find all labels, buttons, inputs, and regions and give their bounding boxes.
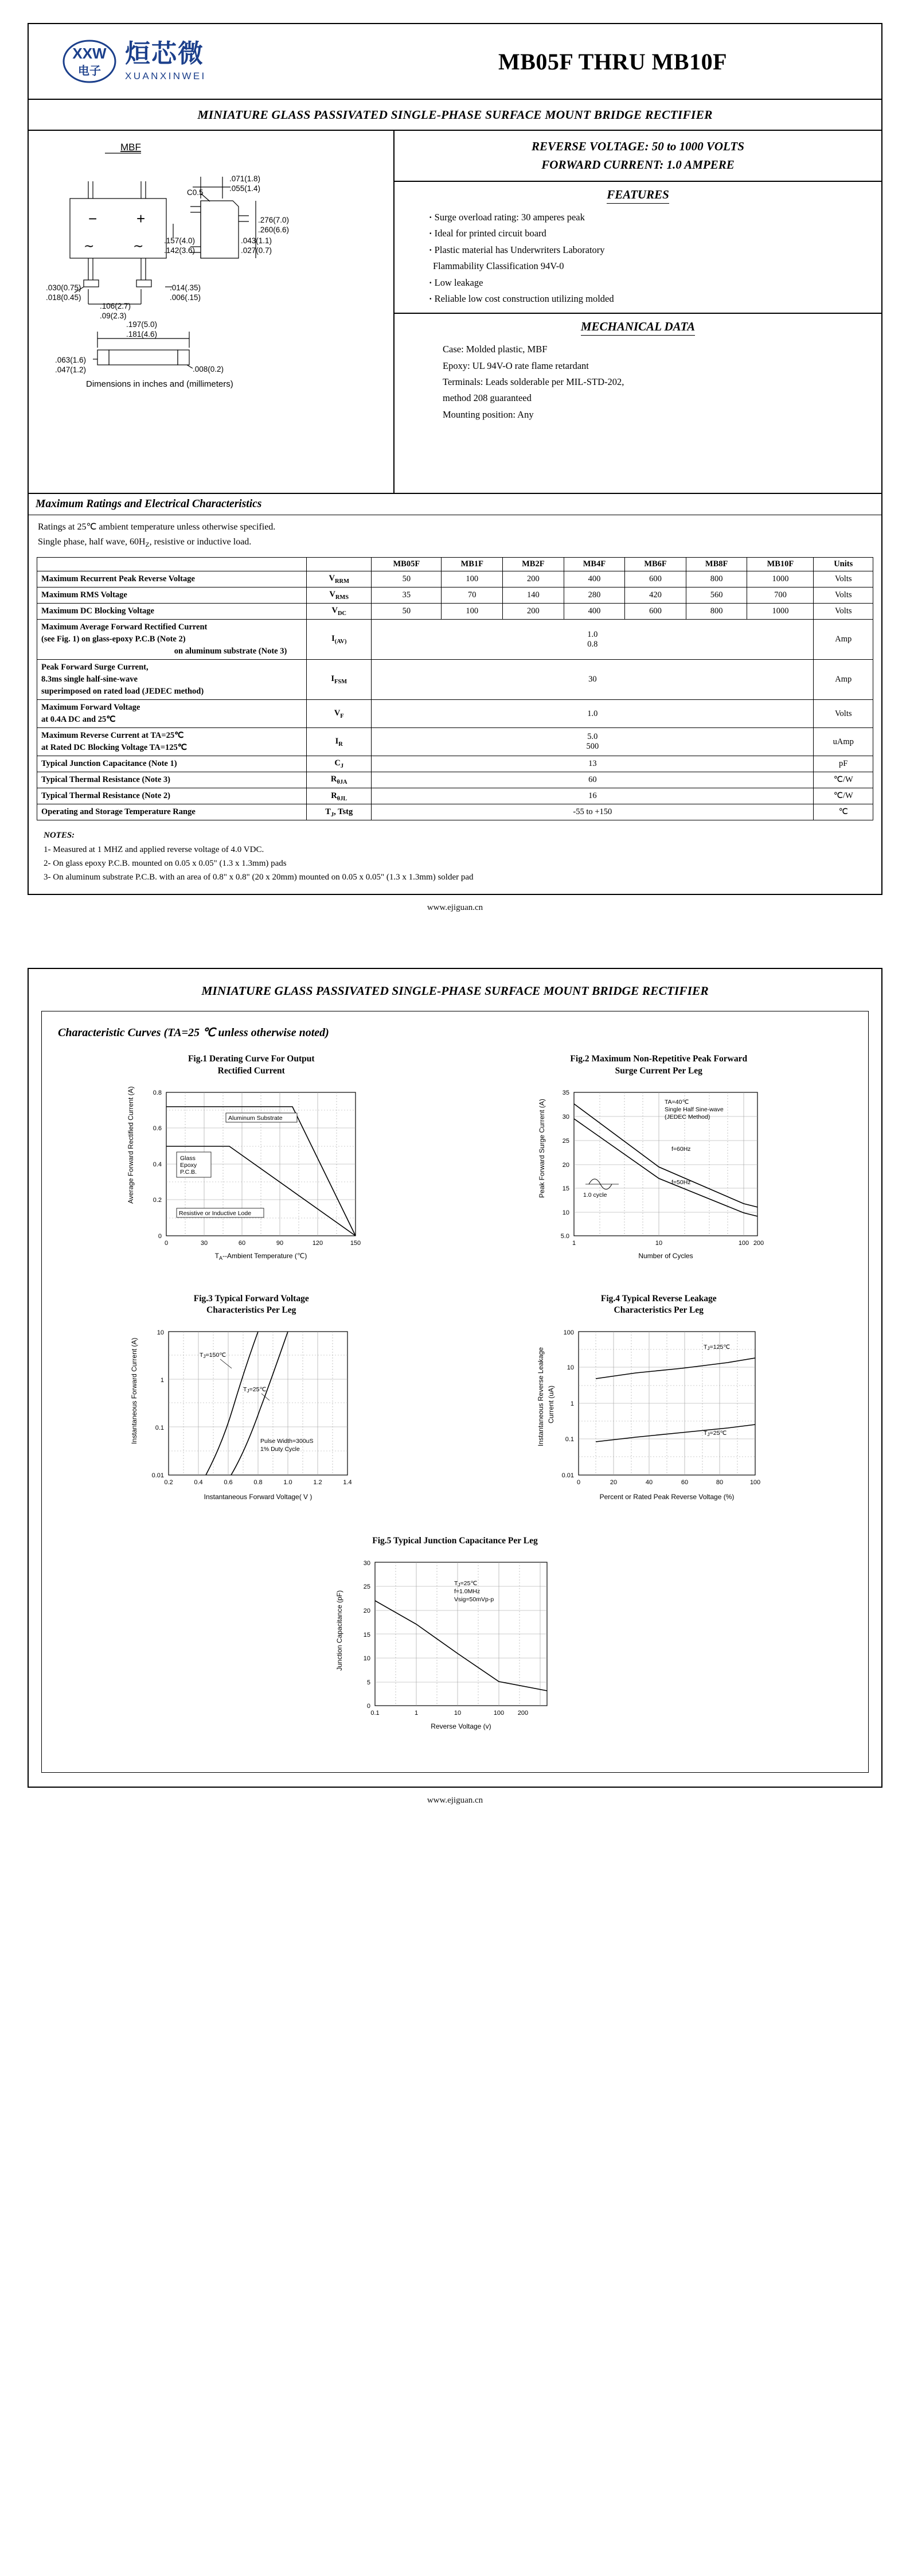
svg-text:0.6: 0.6 bbox=[224, 1479, 233, 1487]
page-2-title: MINIATURE GLASS PASSIVATED SINGLE-PHASE SURFACE MOUNT BRIDGE RECTIFIER bbox=[201, 983, 709, 998]
svg-text:.276(7.0): .276(7.0) bbox=[258, 216, 290, 224]
svg-text:0.2: 0.2 bbox=[164, 1479, 173, 1487]
page-2-frame bbox=[28, 968, 882, 1788]
cell: 140 bbox=[503, 587, 564, 604]
spec-column bbox=[395, 131, 881, 493]
svg-text:80: 80 bbox=[716, 1479, 723, 1487]
document-subtitle: MINIATURE GLASS PASSIVATED SINGLE-PHASE SURFACE MOUNT BRIDGE RECTIFIER bbox=[29, 100, 881, 131]
datasheet-page-1 bbox=[0, 0, 910, 925]
svg-text:.043(1.1): .043(1.1) bbox=[241, 236, 272, 245]
label-line: at 0.4A DC and 25℃ bbox=[41, 715, 116, 725]
max-ratings-title: Maximum Ratings and Electrical Characteristics bbox=[29, 494, 881, 515]
cell-units: pF bbox=[814, 756, 873, 772]
chart-svg-fig4 bbox=[521, 1322, 796, 1515]
table-header-row bbox=[37, 558, 873, 571]
logo-icon bbox=[62, 39, 117, 84]
table-row bbox=[37, 604, 873, 620]
key-specs bbox=[395, 131, 881, 182]
svg-text:15: 15 bbox=[562, 1185, 569, 1192]
cell-units: ℃/W bbox=[814, 772, 873, 788]
label-line: Maximum Average Forward Rectified Current bbox=[41, 622, 208, 632]
chart-fig1 bbox=[48, 1050, 455, 1290]
max-ratings-note bbox=[29, 515, 881, 552]
svg-text:.197(5.0): .197(5.0) bbox=[126, 320, 158, 329]
note-text: Single phase, half wave, 60H bbox=[38, 536, 146, 547]
list-item: · Reliable low cost construction utilizing molded bbox=[429, 291, 881, 307]
svg-text:.09(2.3): .09(2.3) bbox=[100, 312, 127, 320]
svg-text:.106(2.7): .106(2.7) bbox=[100, 302, 131, 310]
label-line: superimposed on rated load (JEDEC method) bbox=[41, 687, 204, 696]
svg-text:25: 25 bbox=[363, 1583, 370, 1591]
characteristic-curves-title: Characteristic Curves (TA=25 ℃ unless otherwise noted) bbox=[58, 1026, 329, 1039]
svg-text:.055(1.4): .055(1.4) bbox=[229, 184, 261, 193]
svg-text:100: 100 bbox=[563, 1329, 574, 1337]
row-symbol: $C_J$ bbox=[307, 756, 372, 772]
ratings-table bbox=[37, 557, 873, 820]
svg-text:∼: ∼ bbox=[84, 239, 95, 253]
row-label: Maximum RMS Voltage bbox=[37, 587, 307, 604]
chart-svg-fig3 bbox=[114, 1322, 389, 1515]
svg-text:f=50Hz: f=50Hz bbox=[671, 1178, 691, 1186]
svg-text:Single Half Sine-wave: Single Half Sine-wave bbox=[664, 1106, 724, 1113]
svg-text:5.0: 5.0 bbox=[560, 1232, 569, 1240]
svg-text:1: 1 bbox=[161, 1377, 165, 1384]
row-label: Typical Thermal Resistance (Note 2) bbox=[37, 788, 307, 804]
svg-text:Percent or Rated Peak Reverse: Percent or Rated Peak Reverse Voltage (%) bbox=[599, 1493, 735, 1501]
svg-text:10: 10 bbox=[655, 1239, 662, 1247]
row-symbol: $I_{(AV)}$ bbox=[307, 620, 372, 660]
svg-text:.027(0.7): .027(0.7) bbox=[241, 246, 272, 255]
svg-text:.071(1.8): .071(1.8) bbox=[229, 174, 261, 183]
svg-text:0.8: 0.8 bbox=[153, 1089, 162, 1096]
svg-text:10: 10 bbox=[567, 1364, 574, 1372]
svg-text:0.4: 0.4 bbox=[153, 1161, 162, 1168]
svg-text:MBF: MBF bbox=[120, 142, 141, 153]
list-item: Terminals: Leads solderable per MIL-STD-202, bbox=[443, 376, 624, 387]
label-line: Maximum Reverse Current at TA=25℃ bbox=[41, 731, 184, 741]
col-mb05f: MB05F bbox=[372, 558, 442, 571]
svg-text:TA--Ambient Temperature (℃): $T_A-$-Ambient Temperature (℃) bbox=[214, 1251, 307, 1261]
svg-text:0.8: 0.8 bbox=[253, 1479, 263, 1487]
svg-text:f=60Hz: f=60Hz bbox=[671, 1145, 691, 1153]
svg-text:Number of Cycles: Number of Cycles bbox=[638, 1251, 693, 1260]
label-line: at Rated DC Blocking Voltage TA=125℃ bbox=[41, 743, 188, 753]
cell: 400 bbox=[564, 571, 625, 587]
chart-fig3 bbox=[48, 1290, 455, 1532]
svg-text:.030(0.75): .030(0.75) bbox=[46, 283, 81, 292]
svg-text:C0.5: C0.5 bbox=[187, 188, 204, 197]
svg-text:0: 0 bbox=[366, 1703, 370, 1710]
svg-text:100: 100 bbox=[493, 1710, 504, 1717]
row-label: Typical Thermal Resistance (Note 3) bbox=[37, 772, 307, 788]
svg-text:15: 15 bbox=[363, 1632, 370, 1639]
cell-merged: 60 bbox=[372, 772, 814, 788]
table-row bbox=[37, 571, 873, 587]
svg-text:90: 90 bbox=[276, 1239, 284, 1247]
cell: 800 bbox=[686, 571, 747, 587]
reverse-voltage-spec: REVERSE VOLTAGE: 50 to 1000 VOLTS bbox=[532, 139, 744, 153]
svg-text:0: 0 bbox=[576, 1479, 580, 1487]
label-line: on aluminum substrate (Note 3) bbox=[174, 647, 287, 656]
merged-line: 0.8 bbox=[587, 639, 598, 649]
svg-text:5: 5 bbox=[366, 1679, 370, 1687]
package-drawing-svg bbox=[29, 137, 393, 487]
col-mb10f: MB10F bbox=[747, 558, 814, 571]
svg-text:P.C.B.: P.C.B. bbox=[180, 1168, 197, 1176]
svg-text:1: 1 bbox=[414, 1710, 418, 1717]
curves-panel bbox=[41, 1011, 869, 1773]
list-item: Epoxy: UL 94V-O rate flame retardant bbox=[443, 360, 589, 371]
cell-units: Volts bbox=[814, 587, 873, 604]
cell: 35 bbox=[372, 587, 442, 604]
cell: 200 bbox=[503, 604, 564, 620]
row-symbol: $V_{DC}$ bbox=[307, 604, 372, 620]
col-units: Units bbox=[814, 558, 873, 571]
mechanical-data-section bbox=[395, 313, 881, 430]
svg-text:25: 25 bbox=[562, 1137, 569, 1145]
row-symbol: $V_{RMS}$ bbox=[307, 587, 372, 604]
svg-text:1.4: 1.4 bbox=[343, 1479, 352, 1487]
upper-section bbox=[29, 131, 881, 494]
note-item: 1- Measured at 1 MHZ and applied reverse voltage of 4.0 VDC. bbox=[44, 845, 264, 854]
label-line: Peak Forward Surge Current, bbox=[41, 663, 149, 672]
chart-svg-fig5 bbox=[318, 1553, 593, 1742]
col-mb2f: MB2F bbox=[503, 558, 564, 571]
cell-merged bbox=[372, 620, 814, 660]
chart-fig4 bbox=[455, 1290, 863, 1532]
merged-line: 500 bbox=[586, 742, 599, 752]
cell: 1000 bbox=[747, 604, 814, 620]
svg-text:1: 1 bbox=[570, 1400, 574, 1408]
document-header bbox=[29, 24, 881, 100]
svg-text:150: 150 bbox=[350, 1239, 361, 1247]
cell: 800 bbox=[686, 604, 747, 620]
svg-text:30: 30 bbox=[562, 1113, 569, 1120]
svg-text:60: 60 bbox=[681, 1479, 688, 1487]
table-row bbox=[37, 728, 873, 756]
svg-text:Junction Capacitance (pF): Junction Capacitance (pF) bbox=[335, 1590, 343, 1671]
svg-text:1.0 cycle: 1.0 cycle bbox=[583, 1191, 607, 1198]
table-row bbox=[37, 700, 873, 728]
chart-fig5 bbox=[48, 1532, 862, 1760]
cell-units: Volts bbox=[814, 571, 873, 587]
svg-text:1: 1 bbox=[572, 1239, 576, 1247]
svg-text:0.01: 0.01 bbox=[151, 1472, 165, 1480]
merged-line: 1.0 bbox=[587, 629, 598, 639]
svg-text:Pulse Width=300uS: Pulse Width=300uS bbox=[260, 1438, 314, 1445]
svg-text:Peak Forward Surge Current (A): Peak Forward Surge Current (A) bbox=[537, 1098, 546, 1198]
cell: 50 bbox=[372, 571, 442, 587]
row-symbol: $R_{\theta JL}$ bbox=[307, 788, 372, 804]
svg-text:Resistive or Inductive Lode: Resistive or Inductive Lode bbox=[179, 1209, 252, 1217]
page-2-footer: www.ejiguan.cn bbox=[427, 1796, 483, 1805]
svg-text:Instantaneous Forward Voltage(: Instantaneous Forward Voltage( V ) bbox=[204, 1493, 313, 1501]
svg-text:100: 100 bbox=[749, 1479, 760, 1487]
row-label: Maximum Recurrent Peak Reverse Voltage bbox=[37, 571, 307, 587]
svg-text:.157(4.0): .157(4.0) bbox=[164, 236, 196, 245]
chart-fig2 bbox=[455, 1050, 863, 1290]
col-mb1f: MB1F bbox=[442, 558, 503, 571]
svg-text:.018(0.45): .018(0.45) bbox=[46, 293, 81, 302]
svg-text:.047(1.2): .047(1.2) bbox=[55, 365, 87, 374]
mechanical-data-title: MECHANICAL DATA bbox=[581, 320, 695, 336]
forward-current-spec: FORWARD CURRENT: 1.0 AMPERE bbox=[541, 157, 735, 172]
svg-text:10: 10 bbox=[157, 1329, 165, 1337]
note-item: 3- On aluminum substrate P.C.B. with an area of 0.8" x 0.8" (20 x 20mm) mounted on 0.05 x 0.05" (1.3 x 1.3mm) solder pad bbox=[44, 873, 474, 882]
svg-text:Instantaneous Reverse Leakage: Instantaneous Reverse Leakage bbox=[536, 1347, 545, 1447]
cell-merged: 30 bbox=[372, 660, 814, 700]
svg-text:35: 35 bbox=[562, 1089, 569, 1096]
svg-text:40: 40 bbox=[645, 1479, 653, 1487]
svg-text:20: 20 bbox=[562, 1161, 569, 1169]
list-item: · Surge overload rating: 30 amperes peak bbox=[429, 209, 881, 225]
svg-text:TJ=25℃: TJ=25℃ bbox=[454, 1580, 477, 1588]
max-ratings-section bbox=[29, 494, 881, 894]
col-mb4f: MB4F bbox=[564, 558, 625, 571]
cell: 200 bbox=[503, 571, 564, 587]
svg-text:1.2: 1.2 bbox=[313, 1479, 322, 1487]
note-tail: , resistive or inductive load. bbox=[149, 536, 252, 547]
row-label bbox=[37, 700, 307, 728]
brand-name-en: XUANXINWEI bbox=[125, 70, 206, 81]
merged-line: 5.0 bbox=[587, 732, 598, 742]
svg-text:.008(0.2): .008(0.2) bbox=[193, 365, 224, 373]
chart-title-fig1: Fig.1 Derating Curve For Output Rectified Current bbox=[188, 1053, 315, 1076]
svg-text:0.1: 0.1 bbox=[370, 1710, 380, 1717]
svg-text:Epoxy: Epoxy bbox=[180, 1161, 197, 1169]
cell: 50 bbox=[372, 604, 442, 620]
list-item: Mounting position: Any bbox=[443, 408, 534, 420]
list-item: Flammability Classification 94V-0 bbox=[433, 260, 564, 272]
cell-units: Amp bbox=[814, 660, 873, 700]
cell: 280 bbox=[564, 587, 625, 604]
label-line: 8.3ms single half-sine-wave bbox=[41, 675, 138, 684]
row-label bbox=[37, 620, 307, 660]
list-item: · Low leakage bbox=[429, 275, 881, 291]
chart-title-fig4: Fig.4 Typical Reverse Leakage Characteristics Per Leg bbox=[600, 1293, 717, 1316]
notes-section bbox=[29, 820, 881, 893]
cell: 100 bbox=[442, 604, 503, 620]
svg-text:.260(6.6): .260(6.6) bbox=[258, 225, 290, 234]
table-row bbox=[37, 788, 873, 804]
table-row bbox=[37, 587, 873, 604]
cell-units: Volts bbox=[814, 604, 873, 620]
svg-text:100: 100 bbox=[738, 1239, 749, 1247]
page-gap bbox=[0, 925, 910, 948]
cell-units: Volts bbox=[814, 700, 873, 728]
svg-text:(JEDEC Method): (JEDEC Method) bbox=[664, 1113, 710, 1120]
chart-svg-fig1 bbox=[114, 1083, 389, 1273]
svg-text:Instantaneous Forward Current: Instantaneous Forward Current (A) bbox=[130, 1337, 139, 1445]
svg-text:.142(3.6): .142(3.6) bbox=[164, 246, 196, 255]
cell-merged bbox=[372, 728, 814, 756]
note-sub: Z bbox=[145, 541, 150, 548]
svg-text:0.1: 0.1 bbox=[155, 1425, 165, 1432]
row-label: Maximum DC Blocking Voltage bbox=[37, 604, 307, 620]
svg-text:0.4: 0.4 bbox=[194, 1479, 203, 1487]
page-1-footer: www.ejiguan.cn bbox=[427, 902, 483, 912]
svg-text:Average Forward Rectified Curr: Average Forward Rectified Current (A) bbox=[127, 1085, 135, 1204]
list-item: method 208 guaranteed bbox=[443, 392, 532, 404]
cell-merged: 13 bbox=[372, 756, 814, 772]
row-label bbox=[37, 728, 307, 756]
cell: 600 bbox=[625, 604, 686, 620]
svg-text:0.1: 0.1 bbox=[565, 1436, 574, 1443]
svg-text:1% Duty Cycle: 1% Duty Cycle bbox=[260, 1446, 300, 1453]
cell: 70 bbox=[442, 587, 503, 604]
svg-text:0: 0 bbox=[165, 1239, 169, 1247]
cell: 420 bbox=[625, 587, 686, 604]
row-label: Typical Junction Capacitance (Note 1) bbox=[37, 756, 307, 772]
table-row bbox=[37, 804, 873, 820]
cell: 100 bbox=[442, 571, 503, 587]
table-row bbox=[37, 772, 873, 788]
cell-units: uAmp bbox=[814, 728, 873, 756]
svg-text:TJ=25℃: TJ=25℃ bbox=[243, 1386, 267, 1394]
svg-text:.006(.15): .006(.15) bbox=[170, 293, 201, 302]
svg-text:f=1.0MHz: f=1.0MHz bbox=[454, 1588, 480, 1596]
svg-text:XXW: XXW bbox=[72, 45, 107, 62]
features-title: FEATURES bbox=[607, 188, 669, 204]
cell-merged: 16 bbox=[372, 788, 814, 804]
svg-text:Vsig=50mVp-p: Vsig=50mVp-p bbox=[454, 1596, 494, 1604]
chart-title-fig2: Fig.2 Maximum Non-Repetitive Peak Forward Surge Current Per Leg bbox=[570, 1053, 748, 1076]
page-1-frame bbox=[28, 23, 882, 895]
svg-text:10: 10 bbox=[562, 1209, 569, 1216]
col-mb6f: MB6F bbox=[625, 558, 686, 571]
note-item: 2- On glass epoxy P.C.B. mounted on 0.05 x 0.05" (1.3 x 1.3mm) pads bbox=[44, 859, 287, 869]
row-symbol: $I_{FSM}$ bbox=[307, 660, 372, 700]
cell: 600 bbox=[625, 571, 686, 587]
brand-name-cn: 烜芯微 bbox=[125, 39, 204, 68]
svg-text:0: 0 bbox=[158, 1232, 162, 1240]
page-title: MB05F THRU MB10F bbox=[498, 48, 728, 75]
svg-text:TJ=150℃: TJ=150℃ bbox=[200, 1352, 226, 1360]
cell: 400 bbox=[564, 604, 625, 620]
cell: 700 bbox=[747, 587, 814, 604]
svg-text:10: 10 bbox=[454, 1710, 461, 1717]
label-line: Maximum Forward Voltage bbox=[41, 703, 140, 713]
chart-title-fig3: Fig.3 Typical Forward Voltage Characteristics Per Leg bbox=[193, 1293, 309, 1316]
datasheet-page-2 bbox=[0, 948, 910, 1830]
list-item: · Plastic material has Underwriters Laboratory bbox=[429, 242, 881, 258]
chart-title-fig5: Fig.5 Typical Junction Capacitance Per Leg bbox=[372, 1536, 538, 1546]
svg-text:TA=40℃: TA=40℃ bbox=[664, 1098, 689, 1106]
list-item: · Ideal for printed circuit board bbox=[429, 225, 881, 242]
svg-text:Dimensions in inches and (mill: Dimensions in inches and (millimeters) bbox=[86, 379, 233, 389]
svg-text:.014(.35): .014(.35) bbox=[170, 283, 201, 292]
svg-text:30: 30 bbox=[363, 1560, 370, 1567]
row-symbol: $R_{\theta JA}$ bbox=[307, 772, 372, 788]
row-label: Operating and Storage Temperature Range bbox=[37, 804, 307, 820]
ratings-note-line-1: Ratings at 25℃ ambient temperature unless otherwise specified. bbox=[38, 522, 276, 532]
svg-text:200: 200 bbox=[517, 1710, 528, 1717]
table-row bbox=[37, 660, 873, 700]
svg-text:0.01: 0.01 bbox=[561, 1472, 574, 1480]
svg-text:20: 20 bbox=[610, 1479, 617, 1487]
cell-units: ℃ bbox=[814, 804, 873, 820]
svg-text:+: + bbox=[136, 210, 146, 227]
svg-text:TJ=25℃: TJ=25℃ bbox=[703, 1430, 727, 1438]
svg-text:Reverse Voltage (v): Reverse Voltage (v) bbox=[430, 1722, 491, 1731]
mechanical-data-list bbox=[395, 341, 881, 423]
cell: 560 bbox=[686, 587, 747, 604]
row-symbol: $I_R$ bbox=[307, 728, 372, 756]
features-section bbox=[395, 182, 881, 307]
svg-text:Glass: Glass bbox=[180, 1154, 196, 1162]
svg-text:−: − bbox=[88, 210, 97, 227]
chart-svg-fig2 bbox=[521, 1083, 796, 1273]
svg-text:.063(1.6): .063(1.6) bbox=[55, 356, 87, 364]
table-row bbox=[37, 620, 873, 660]
row-symbol: $V_{RRM}$ bbox=[307, 571, 372, 587]
table-row bbox=[37, 756, 873, 772]
brand-logo bbox=[29, 39, 367, 84]
ratings-note-line-2 bbox=[38, 535, 881, 551]
cell-units: ℃/W bbox=[814, 788, 873, 804]
row-symbol: $V_F$ bbox=[307, 700, 372, 728]
package-drawing bbox=[29, 131, 395, 493]
list-item: Case: Molded plastic, MBF bbox=[443, 344, 548, 355]
cell-merged: 1.0 bbox=[372, 700, 814, 728]
svg-text:.181(4.6): .181(4.6) bbox=[126, 330, 158, 338]
cell-units: Amp bbox=[814, 620, 873, 660]
notes-title: NOTES: bbox=[44, 831, 75, 840]
svg-text:TJ=125℃: TJ=125℃ bbox=[703, 1344, 730, 1352]
label-line: (see Fig. 1) on glass-epoxy P.C.B (Note 2) bbox=[41, 635, 186, 644]
svg-text:0.2: 0.2 bbox=[153, 1196, 162, 1204]
cell-merged: -55 to +150 bbox=[372, 804, 814, 820]
svg-text:10: 10 bbox=[363, 1655, 370, 1663]
col-mb8f: MB8F bbox=[686, 558, 747, 571]
row-symbol: $T_J$, Tstg bbox=[307, 804, 372, 820]
features-list bbox=[395, 209, 881, 307]
svg-text:120: 120 bbox=[313, 1239, 323, 1247]
svg-text:60: 60 bbox=[239, 1239, 246, 1247]
svg-text:30: 30 bbox=[201, 1239, 208, 1247]
cell: 1000 bbox=[747, 571, 814, 587]
charts-grid bbox=[48, 1050, 862, 1760]
row-label bbox=[37, 660, 307, 700]
svg-text:Aluminum Substrate: Aluminum Substrate bbox=[228, 1114, 283, 1122]
svg-text:电子: 电子 bbox=[78, 65, 101, 77]
svg-text:∼: ∼ bbox=[133, 239, 144, 253]
svg-text:20: 20 bbox=[363, 1608, 370, 1615]
svg-text:Current (uA): Current (uA) bbox=[546, 1386, 555, 1424]
svg-text:1.0: 1.0 bbox=[283, 1479, 292, 1487]
svg-text:0.6: 0.6 bbox=[153, 1124, 162, 1132]
svg-text:200: 200 bbox=[753, 1239, 764, 1247]
